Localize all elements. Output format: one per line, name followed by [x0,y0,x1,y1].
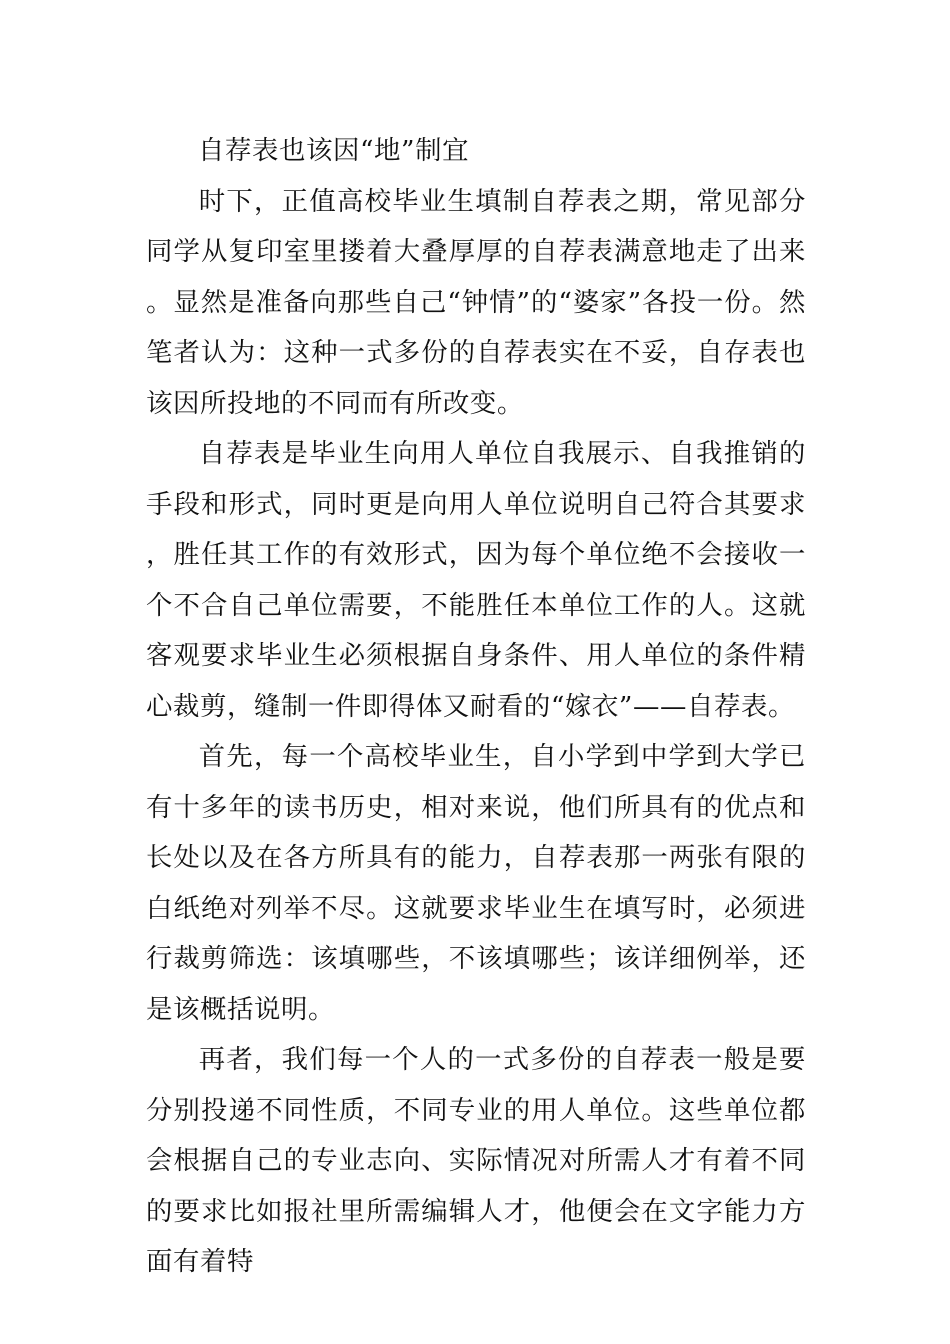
paragraph: 再者，我们每一个人的一式多份的自荐表一般是要分别投递不同性质，不同专业的用人单位。这些单位都会根据自己的专业志向、实际情况对所需人才有着不同的要求比如报社里所需编辑人才，他便会在文字能力方面有着特 [146,1044,806,1277]
document-body [146,126,806,1288]
paragraph: 首先，每一个高校毕业生，自小学到中学到大学已有十多年的读书历史，相对来说，他们所具有的优点和长处以及在各方所具有的能力，自荐表那一两张有限的白纸绝对列举不尽。这就要求毕业生在填写时，必须进行裁剪筛选：该填哪些，不该填哪些；该详细例举，还是该概括说明。 [146,741,806,1025]
document-title: 自荐表也该因“地”制宜 [198,135,470,166]
paragraph: 自荐表是毕业生向用人单位自我展示、自我推销的手段和形式，同时更是向用人单位说明自己符合其要求，胜任其工作的有效形式，因为每个单位绝不会接收一个不合自己单位需要，不能胜任本单位工作的人。这就客观要求毕业生必须根据自身条件、用人单位的条件精心裁剪，缝制一件即得体又耐看的“嫁衣”——自荐表。 [146,438,806,722]
paragraph: 时下，正值高校毕业生填制自荐表之期，常见部分同学从复印室里搂着大叠厚厚的自荐表满意地走了出来。显然是准备向那些自己“钟情”的“婆家”各投一份。然笔者认为：这种一式多份的自荐表实在不妥，自存表也该因所投地的不同而有所改变。 [146,185,806,419]
